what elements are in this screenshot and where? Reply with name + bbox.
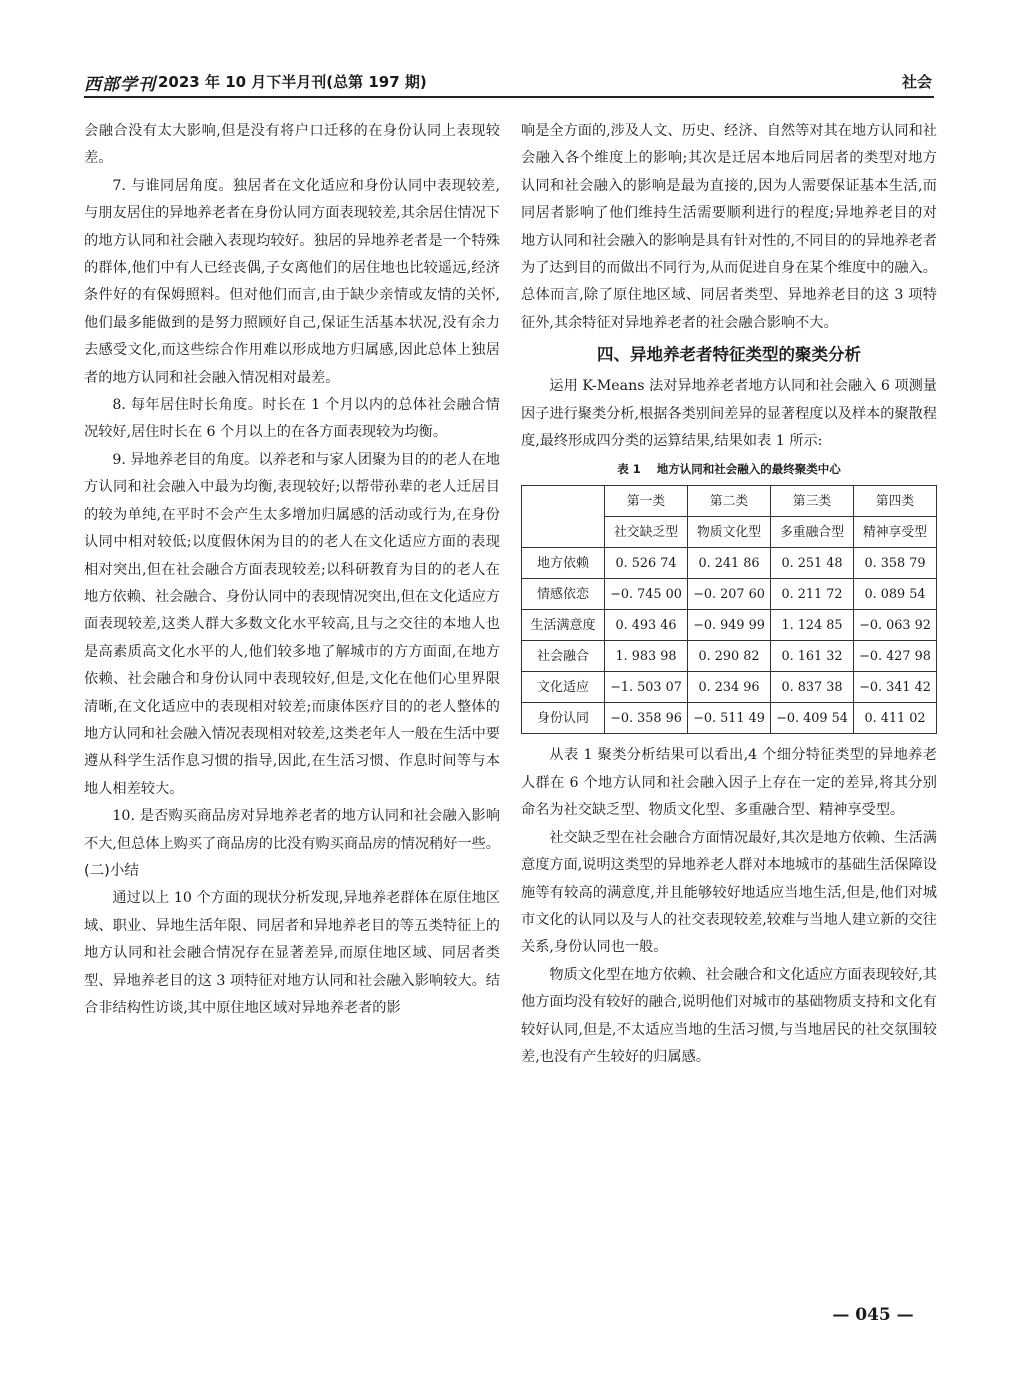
row-label: 地方依赖	[522, 548, 605, 579]
table-corner	[522, 486, 605, 548]
table-cell: 0. 089 54	[854, 579, 937, 610]
journal-logo: 西部学刊	[84, 75, 156, 95]
subheading: (二)小结	[84, 862, 139, 879]
table-header: 多重融合型	[771, 517, 854, 548]
table-cell: 0. 493 46	[605, 610, 688, 641]
table-cell: −0. 745 00	[605, 579, 688, 610]
table-row	[522, 548, 937, 579]
table-cell: 1. 124 85	[771, 610, 854, 641]
table-header: 第四类	[854, 486, 937, 517]
row-label: 生活满意度	[522, 610, 605, 641]
table-row	[522, 703, 937, 734]
row-label: 社会融合	[522, 641, 605, 672]
table-row	[522, 672, 937, 703]
paragraph: 响是全方面的,涉及人文、历史、经济、自然等对其在地方认同和社会融入各个维度上的影响;其次是迁居本地后同居者的类型对地方认同和社会融入的影响是最为直接的,因为人需要保证基本生活,而同居者影响了他们维持生活需要顺利进行的程度;异地养老目的对地方认同和社会融入的影响是具有针对性的,不同目的的异地养老者为了达到目的而做出不同行为,从而促进自身在某个维度中的融入。总体而言,除了原住地区域、同居者类型、异地养老目的这 3 项特征外,其余特征对异地养老者的社会融合影响不大。	[521, 123, 937, 331]
page-number: — 045 —	[832, 1305, 914, 1325]
table-cell: −0. 358 96	[605, 703, 688, 734]
table-cell: −0. 949 99	[688, 610, 771, 641]
section-title: 四、异地养老者特征类型的聚类分析	[597, 345, 861, 365]
row-label: 情感依恋	[522, 579, 605, 610]
table-cell: 0. 411 02	[854, 703, 937, 734]
paragraph: 9. 异地养老目的角度。以养老和与家人团聚为目的的老人在地方认同和社会融入中最为均衡,表现较好;以帮带孙辈的老人迁居目的较为单纯,在平时不会产生太多增加归属感的活动或行为,在身份认同中相对较低;以度假休闲为目的的老人在文化适应方面的表现相对突出,但在社会融合方面表现较差;以科研教育为目的的老人在地方依赖、社会融合、身份认同中的表现情况突出,但在文化适应方面表现较差,这类人群大多数文化水平较高,且与之交往的本地人也是高素质高文化水平的人,他们较多地了解城市的方方面面,在地方依赖、社会融合和身份认同中表现较好,但是,文化在他们心里界限清晰,在文化适应中的表现相对较差;而康体医疗目的的老人整体的地方认同和社会融入情况表现相对较差,这类老年人一般在生活中要遵从科学生活作息习惯的指导,因此,在生活习惯、作息时间等与本地人相差较大。	[84, 451, 500, 797]
paragraph: 物质文化型在地方依赖、社会融合和文化适应方面表现较好,其他方面均没有较好的融合,说明他们对城市的基础物质支持和文化有较好认同,但是,不太适应当地的生活习惯,与当地居民的社交氛围较差,也没有产生较好的归属感。	[521, 966, 937, 1065]
row-label: 文化适应	[522, 672, 605, 703]
table-row	[522, 641, 937, 672]
left-column	[84, 118, 500, 1022]
table-cell: 0. 234 96	[688, 672, 771, 703]
paragraph: 10. 是否购买商品房对异地养老者的地方认同和社会融入影响不大,但总体上购买了商品房的比没有购买商品房的情况稍好一些。	[84, 808, 500, 852]
table-cell: 0. 526 74	[605, 548, 688, 579]
table-header: 物质文化型	[688, 517, 771, 548]
table-number: 表 1	[617, 462, 641, 477]
table-cell: 1. 983 98	[605, 641, 688, 672]
table-cell: 0. 837 38	[771, 672, 854, 703]
table-cell: −0. 341 42	[854, 672, 937, 703]
table-header: 第二类	[688, 486, 771, 517]
table-cell: 0. 290 82	[688, 641, 771, 672]
table-cell: −0. 427 98	[854, 641, 937, 672]
paragraph: 会融合没有太大影响,但是没有将户口迁移的在身份认同上表现较差。	[84, 123, 500, 167]
table-cell: 0. 358 79	[854, 548, 937, 579]
running-header	[84, 66, 934, 98]
section-tag: 社会	[901, 73, 932, 91]
table-title: 地方认同和社会融入的最终聚类中心	[656, 462, 841, 477]
table-header-row	[522, 486, 937, 517]
table-cell: −0. 063 92	[854, 610, 937, 641]
table-cell: −0. 511 49	[688, 703, 771, 734]
table-row	[522, 579, 937, 610]
paragraph: 运用 K-Means 法对异地养老者地方认同和社会融入 6 项测量因子进行聚类分析,根据各类别间差异的显著程度以及样本的聚散程度,最终形成四分类的运算结果,结果如表 1 所示:	[521, 378, 937, 450]
table-header: 第三类	[771, 486, 854, 517]
paragraph: 从表 1 聚类分析结果可以看出,4 个细分特征类型的异地养老人群在 6 个地方认同和社会融入因子上存在一定的差异,将其分别命名为社交缺乏型、物质文化型、多重融合型、精神享受型。	[521, 747, 937, 819]
table-cell: −1. 503 07	[605, 672, 688, 703]
table-cell: −0. 409 54	[771, 703, 854, 734]
paragraph: 8. 每年居住时长角度。时长在 1 个月以内的总体社会融合情况较好,居住时长在 6 个月以上的在各方面表现较为均衡。	[84, 397, 500, 441]
table-cell: 0. 251 48	[771, 548, 854, 579]
row-label: 身份认同	[522, 703, 605, 734]
paragraph: 7. 与谁同居角度。独居者在文化适应和身份认同中表现较差,与朋友居住的异地养老者在身份认同方面表现较差,其余居住情况下的地方认同和社会融入表现均较好。独居的异地养老者是一个特殊的群体,他们中有人已经丧偶,子女离他们的居住地也比较遥远,经济条件好的有保姆照料。但对他们而言,由于缺少亲情或友情的关怀,他们最多能做到的是努力照顾好自己,保证生活基本状况,没有余力去感受文化,而这些综合作用难以形成地方归属感,因此总体上独居者的地方认同和社会融入情况相对最差。	[84, 177, 500, 386]
table-header: 社交缺乏型	[605, 517, 688, 548]
table-cell: −0. 207 60	[688, 579, 771, 610]
paragraph: 社交缺乏型在社会融合方面情况最好,其次是地方依赖、生活满意度方面,说明这类型的异地养老人群对本地城市的基础生活保障设施等有较高的满意度,并且能够较好地适应当地生活,但是,他们对城市文化的认同以及与人的社交表现较差,较难与当地人建立新的交往关系,身份认同也一般。	[521, 829, 937, 956]
table-row	[522, 610, 937, 641]
table-header: 第一类	[605, 486, 688, 517]
paragraph: 通过以上 10 个方面的现状分析发现,异地养老群体在原住地区域、职业、异地生活年限、同居者和异地养老目的等五类特征上的地方认同和社会融合情况存在显著差异,而原住地区域、同居者类型、异地养老目的这 3 项特征对地方认同和社会融入影响较大。结合非结构性访谈,其中原住地区域对异地养老者的影	[84, 890, 500, 1016]
table-cell: 0. 161 32	[771, 641, 854, 672]
table-cell: 0. 211 72	[771, 579, 854, 610]
table-caption	[521, 457, 937, 481]
right-column	[521, 118, 937, 1071]
table-header: 精神享受型	[854, 517, 937, 548]
issue-info: 2023 年 10 月下半月刊(总第 197 期)	[158, 73, 427, 91]
table-cell: 0. 241 86	[688, 548, 771, 579]
cluster-table	[521, 485, 937, 734]
